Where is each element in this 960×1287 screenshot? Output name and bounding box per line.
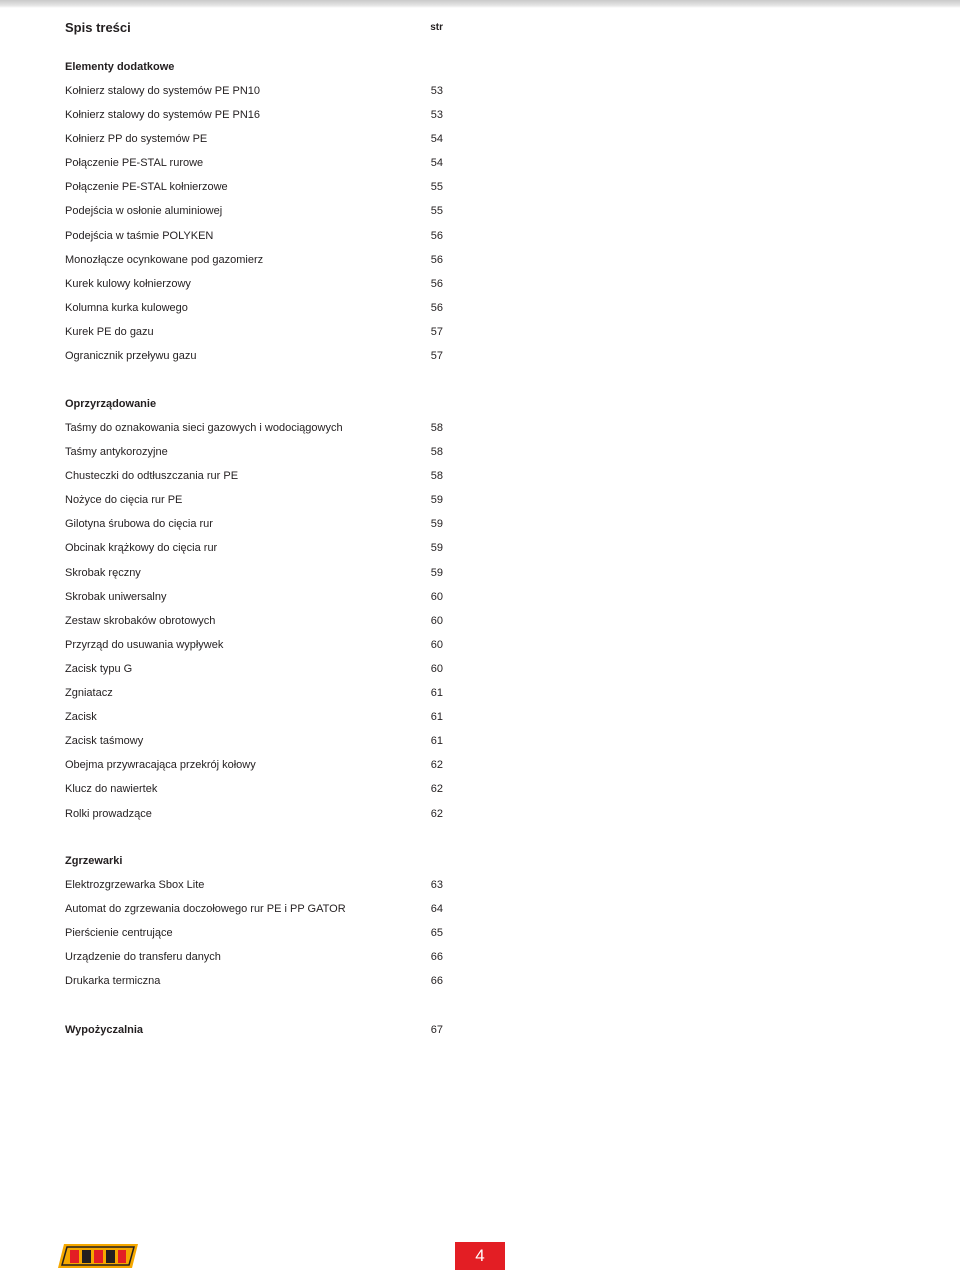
toc-entry-label: Pierścienie centrujące bbox=[65, 927, 173, 940]
toc-entry-label: Ogranicznik przeływu gazu bbox=[65, 350, 197, 363]
toc-entry-label: Skrobak ręczny bbox=[65, 566, 141, 579]
toc-section-elementy-dodatkowe bbox=[65, 55, 443, 368]
toc-entry-page: 55 bbox=[430, 181, 443, 194]
toc-entry[interactable] bbox=[65, 440, 443, 464]
toc-entry-page: 53 bbox=[430, 85, 443, 97]
toc-entry-page: 61 bbox=[430, 687, 443, 700]
toc-entry-label: Skrobak uniwersalny bbox=[65, 590, 167, 603]
toc-entry[interactable] bbox=[65, 753, 443, 777]
toc-entry[interactable] bbox=[65, 103, 443, 127]
toc-entry[interactable] bbox=[65, 248, 443, 272]
toc-entry-page: 60 bbox=[430, 590, 443, 603]
toc-entry[interactable] bbox=[65, 488, 443, 512]
toc-entry-page: 66 bbox=[430, 975, 443, 988]
toc-entry-list bbox=[65, 873, 443, 993]
toc-entry-page: 56 bbox=[430, 277, 443, 290]
toc-entry-label: Podejścia w osłonie aluminiowej bbox=[65, 205, 223, 218]
top-shadow-band bbox=[0, 0, 960, 8]
toc-section-zgrzewarki bbox=[65, 849, 443, 993]
toc-entry-label: Taśmy do oznakowania sieci gazowych i wodociągowych bbox=[65, 422, 343, 434]
toc-entry-page: 56 bbox=[430, 229, 443, 242]
toc-entry[interactable] bbox=[65, 802, 443, 826]
page-column-label: str bbox=[430, 22, 443, 33]
toc-entry-label: Przyrząd do usuwania wypływek bbox=[65, 638, 224, 651]
toc-entry[interactable] bbox=[65, 344, 443, 368]
toc-entry-page: 59 bbox=[430, 518, 443, 531]
toc-entry[interactable] bbox=[65, 561, 443, 585]
toc-entry[interactable] bbox=[65, 681, 443, 705]
toc-entry[interactable] bbox=[65, 777, 443, 801]
toc-entry-label: Nożyce do cięcia rur PE bbox=[65, 494, 183, 507]
toc-entry[interactable] bbox=[65, 585, 443, 609]
toc-entry-page: 54 bbox=[430, 157, 443, 170]
toc-entry-label: Monozłącze ocynkowane pod gazomierz bbox=[65, 253, 264, 266]
toc-entry-page: 57 bbox=[430, 325, 443, 338]
toc-entry[interactable] bbox=[65, 296, 443, 320]
toc-entry-page: 59 bbox=[430, 542, 443, 555]
toc-entry-label: Kurek PE do gazu bbox=[65, 325, 154, 338]
toc-entry-page: 60 bbox=[430, 614, 443, 627]
toc-entry-label: Zgniatacz bbox=[65, 687, 113, 700]
toc-entry-page: 54 bbox=[430, 133, 443, 146]
section-heading: Oprzyrządowanie bbox=[65, 398, 157, 410]
toc-entry[interactable] bbox=[65, 151, 443, 175]
toc-entry-label: Kołnierz stalowy do systemów PE PN10 bbox=[65, 85, 261, 97]
toc-entry[interactable] bbox=[65, 464, 443, 488]
toc-entry-label: Kołnierz stalowy do systemów PE PN16 bbox=[65, 109, 261, 122]
company-logo-icon bbox=[58, 1242, 138, 1270]
toc-entry-page: 63 bbox=[430, 879, 443, 891]
toc-entry[interactable] bbox=[65, 873, 443, 897]
toc-entry[interactable] bbox=[65, 79, 443, 103]
toc-entry-label: Zacisk bbox=[65, 711, 97, 724]
toc-entry-page: 62 bbox=[430, 759, 443, 772]
toc-entry[interactable] bbox=[65, 945, 443, 969]
toc-entry-label: Urządzenie do transferu danych bbox=[65, 951, 221, 964]
toc-entry[interactable] bbox=[65, 657, 443, 681]
toc-entry[interactable] bbox=[65, 729, 443, 753]
toc-entry-page: 55 bbox=[430, 205, 443, 218]
toc-entry[interactable] bbox=[65, 705, 443, 729]
toc-entry[interactable] bbox=[65, 175, 443, 199]
toc-entry-page: 64 bbox=[430, 903, 443, 916]
toc-entry-page: 61 bbox=[430, 735, 443, 748]
toc-entry-label: Zacisk typu G bbox=[65, 662, 133, 675]
page-number: 4 bbox=[455, 1242, 505, 1270]
toc-entry-label: Obejma przywracająca przekrój kołowy bbox=[65, 759, 256, 772]
toc-entry-label: Klucz do nawiertek bbox=[65, 783, 158, 796]
toc-entry-page: 62 bbox=[430, 807, 443, 820]
toc-entry-page: 59 bbox=[430, 566, 443, 579]
toc-entry-label: Elektrozgrzewarka Sbox Lite bbox=[65, 879, 205, 891]
toc-entry[interactable] bbox=[65, 127, 443, 151]
toc-entry-page: 58 bbox=[430, 446, 443, 459]
toc-entry-label: Drukarka termiczna bbox=[65, 975, 161, 988]
toc-section-oprzyrzadowanie bbox=[65, 392, 443, 826]
toc-entry-label: Podejścia w taśmie POLYKEN bbox=[65, 229, 214, 242]
toc-entry[interactable] bbox=[65, 609, 443, 633]
toc-entry-page: 67 bbox=[430, 1024, 443, 1036]
toc-entry-page: 65 bbox=[430, 927, 443, 940]
toc-entry-wypozyczalnia[interactable] bbox=[65, 1018, 443, 1042]
toc-entry-page: 59 bbox=[430, 494, 443, 507]
toc-entry-label: Rolki prowadzące bbox=[65, 807, 152, 820]
toc-entry-page: 62 bbox=[430, 783, 443, 796]
toc-entry[interactable] bbox=[65, 272, 443, 296]
toc-entry[interactable] bbox=[65, 512, 443, 536]
toc-entry-page: 56 bbox=[430, 301, 443, 314]
toc-entry[interactable] bbox=[65, 199, 443, 223]
toc-entry[interactable] bbox=[65, 320, 443, 344]
toc-entry-page: 53 bbox=[430, 109, 443, 122]
toc-entry[interactable] bbox=[65, 224, 443, 248]
section-heading: Elementy dodatkowe bbox=[65, 61, 175, 73]
toc-entry-label: Połączenie PE-STAL rurowe bbox=[65, 157, 204, 170]
toc-entry[interactable] bbox=[65, 633, 443, 657]
toc-entry-label: Chusteczki do odtłuszczania rur PE bbox=[65, 470, 239, 483]
toc-entry-page: 60 bbox=[430, 638, 443, 651]
toc-entry-label: Połączenie PE-STAL kołnierzowe bbox=[65, 181, 228, 194]
toc-entry[interactable] bbox=[65, 416, 443, 440]
toc-entry-label: Zacisk taśmowy bbox=[65, 735, 144, 748]
toc-entry-label: Taśmy antykorozyjne bbox=[65, 446, 168, 459]
toc-entry-page: 61 bbox=[430, 711, 443, 724]
toc-entry[interactable] bbox=[65, 536, 443, 560]
toc-entry-label: Obcinak krążkowy do cięcia rur bbox=[65, 542, 218, 555]
toc-entry-page: 58 bbox=[430, 470, 443, 483]
toc-entry-list bbox=[65, 416, 443, 826]
toc-entry-label: Wypożyczalnia bbox=[65, 1024, 144, 1036]
toc-entry-page: 56 bbox=[430, 253, 443, 266]
toc-entry-page: 66 bbox=[430, 951, 443, 964]
toc-entry-list bbox=[65, 79, 443, 368]
toc-entry-label: Kurek kulowy kołnierzowy bbox=[65, 277, 191, 290]
toc-entry-page: 58 bbox=[430, 422, 443, 434]
toc-entry[interactable] bbox=[65, 897, 443, 921]
toc-entry-label: Zestaw skrobaków obrotowych bbox=[65, 614, 216, 627]
toc-entry-label: Kołnierz PP do systemów PE bbox=[65, 133, 208, 146]
toc-entry[interactable] bbox=[65, 969, 443, 993]
toc-entry-page: 57 bbox=[430, 350, 443, 363]
toc-entry-page: 60 bbox=[430, 662, 443, 675]
toc-entry-label: Gilotyna śrubowa do cięcia rur bbox=[65, 518, 213, 531]
toc-entry[interactable] bbox=[65, 921, 443, 945]
toc-header bbox=[65, 18, 443, 38]
toc-entry-label: Kolumna kurka kulowego bbox=[65, 301, 188, 314]
toc-entry-label: Automat do zgrzewania doczołowego rur PE i PP GATOR bbox=[65, 903, 346, 916]
page-title: Spis treści bbox=[65, 20, 131, 35]
section-heading: Zgrzewarki bbox=[65, 855, 123, 867]
